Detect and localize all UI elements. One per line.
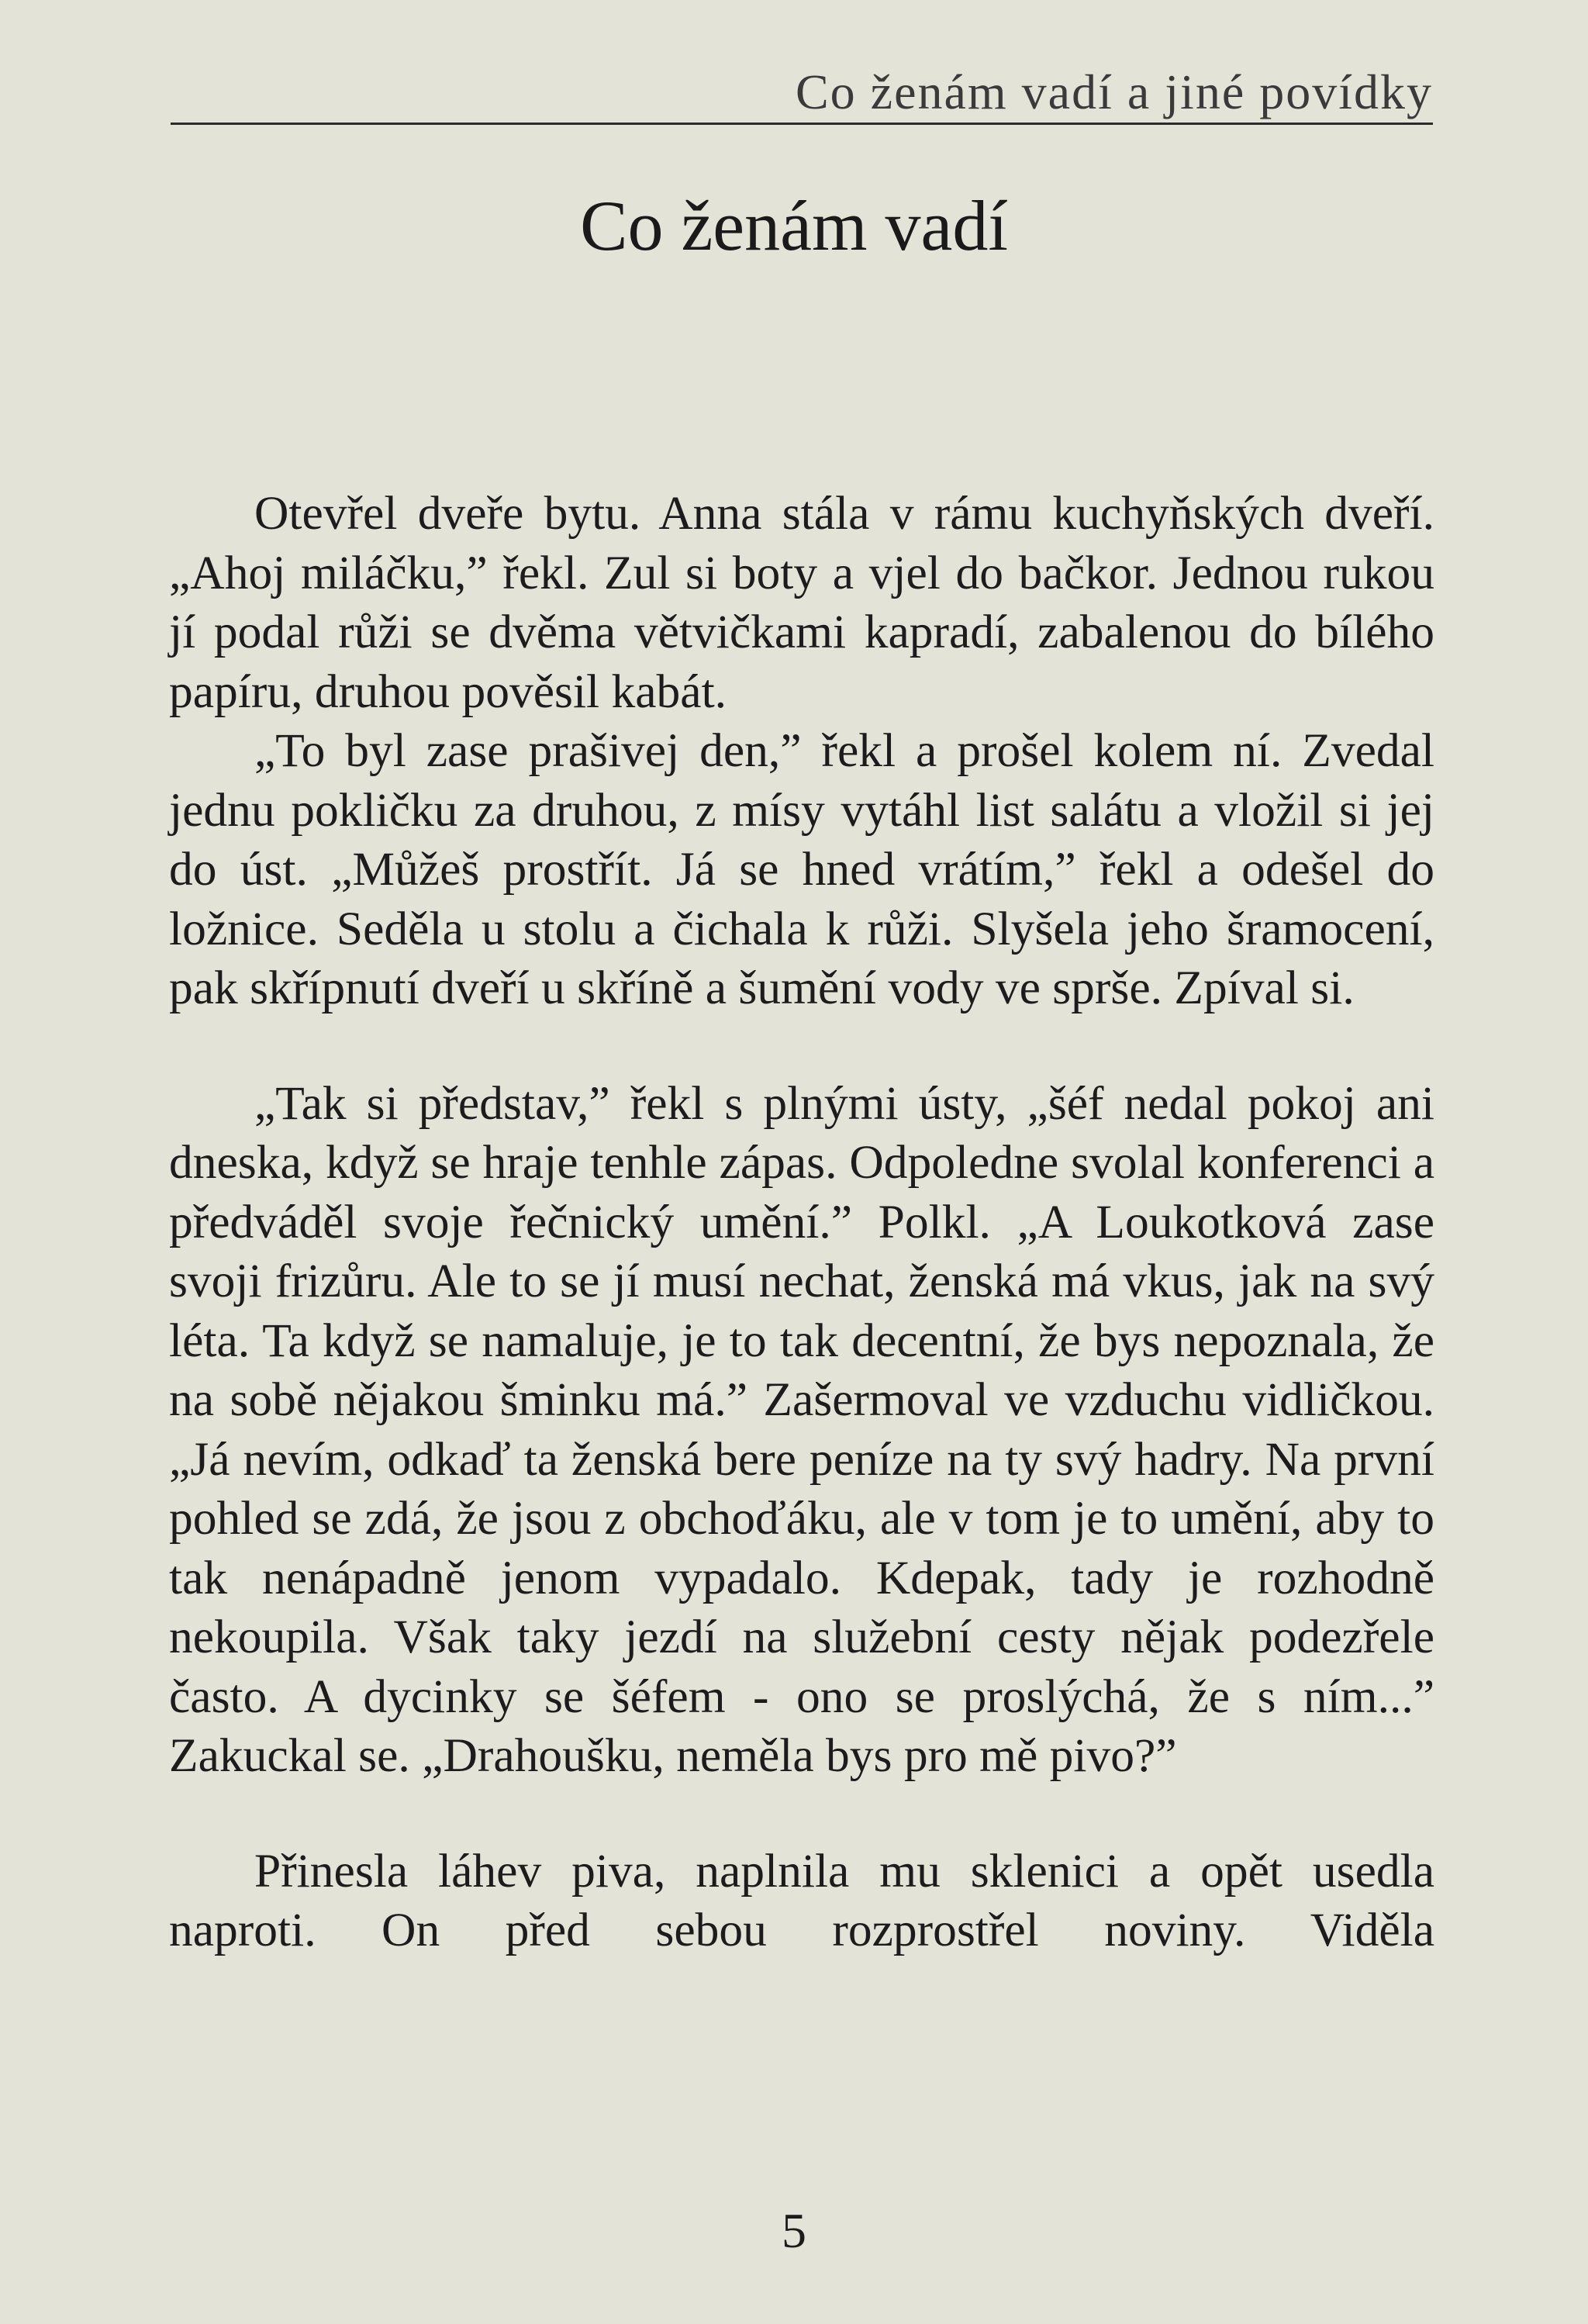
paragraph-4: Přinesla láhev piva, naplnila mu sklenici a opět usedla naproti. On před sebou rozprostřel noviny. Viděla bbox=[169, 1844, 1434, 1956]
running-header: Co ženám vadí a jiné povídky bbox=[795, 64, 1433, 119]
story-body bbox=[169, 484, 1434, 1960]
paragraph-1: Otevřel dveře bytu. Anna stála v rámu kuchyňských dveří. „Ahoj miláčku,” řekl. Zul si boty a vjel do bačkor. Jednou rukou jí podal růži se dvěma větvičkami kapradí, zabalenou do bílého papíru, druhou pověsil kabát. bbox=[169, 487, 1434, 718]
chapter-title: Co ženám vadí bbox=[580, 186, 1008, 265]
paragraph-2: „To byl zase prašivej den,” řekl a prošel kolem ní. Zvedal jednu pokličku za druhou, z mísy vytáhl list salátu a vložil si jej do úst. „Můžeš prostřít. Já se hned vrátím,” řekl a odešel do ložnice. Seděla u stolu a čichala k růži. Slyšela jeho šramocení, pak skřípnutí dveří u skříně a šumění vody ve sprše. Zpíval si. bbox=[169, 724, 1434, 1014]
page-number: 5 bbox=[782, 2203, 806, 2258]
header-divider bbox=[171, 123, 1433, 125]
paragraph-3: „Tak si představ,” řekl s plnými ústy, „šéf nedal pokoj ani dneska, když se hraje tenhle zápas. Odpoledne svolal konferenci a předváděl svoje řečnický umění.” Polkl. „A Loukotková zase svoji frizůru. Ale to se jí musí nechat, ženská má vkus, jak na svý léta. Ta když se namaluje, je to tak decentní, že bys nepoznala, že na sobě nějakou šminku má.” Zašermoval ve vzduchu vidličkou. „Já nevím, odkaď ta ženská bere peníze na ty svý hadry. Na první pohled se zdá, že jsou z obchoďáku, ale v tom je to umění, aby to tak nenápadně jenom vypadalo. Kdepak, tady je rozhodně nekoupila. Však taky jezdí na služební cesty nějak podezřele často. A dycinky se šéfem - ono se proslýchá, že s ním...” Zakuckal se. „Drahoušku, neměla bys pro mě pivo?” bbox=[169, 1076, 1434, 1782]
